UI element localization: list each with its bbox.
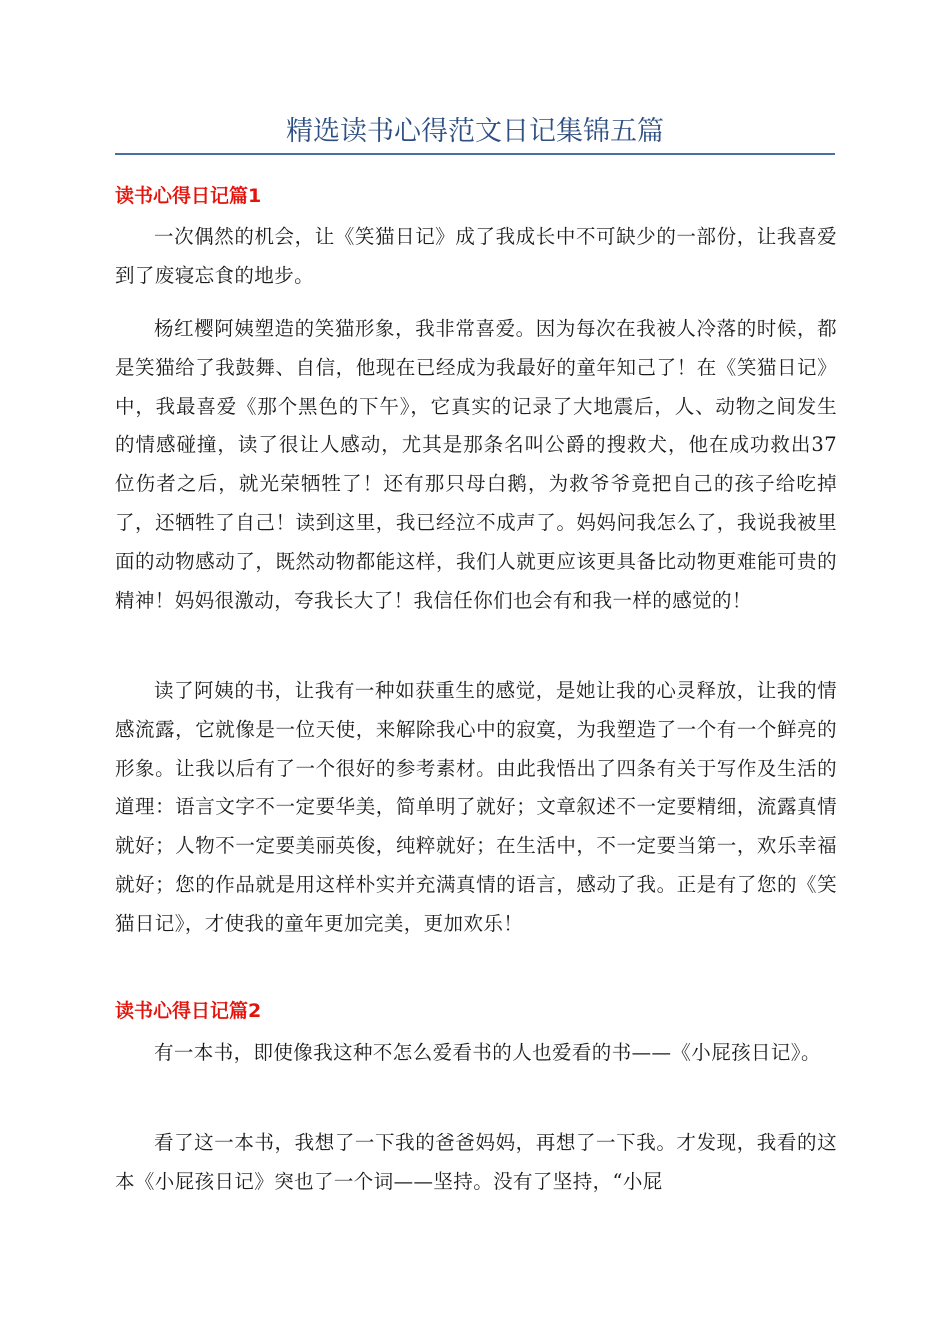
paragraph-1-1: 一次偶然的机会，让《笑猫日记》成了我成长中不可缺少的一部份，让我喜爱到了废寝忘食的地步。 [115,225,837,287]
section-heading-2: 读书心得日记篇2 [115,1000,262,1022]
title-underline [115,153,835,155]
paragraph-1-3: 读了阿姨的书，让我有一种如获重生的感觉，是她让我的心灵释放，让我的情感流露，它就像是一位天使，来解除我心中的寂寞，为我塑造了一个有一个鲜亮的形象。让我以后有了一个很好的参考素材。由此我悟出了四条有关于写作及生活的道理：语言文字不一定要华美，简单明了就好；文章叙述不一定要精细，流露真情就好；人物不一定要美丽英俊，纯粹就好；在生活中，不一定要当第一，欢乐幸福就好；您的作品就是用这样朴实并充满真情的语言，感动了我。正是有了您的《笑猫日记》，才使我的童年更加完美，更加欢乐！ [115,679,837,935]
section-heading-1: 读书心得日记篇1 [115,185,262,207]
paragraph-2-1: 有一本书，即使像我这种不怎么爱看书的人也爱看的书——《小屁孩日记》。 [154,1041,821,1064]
document-title: 精选读书心得范文日记集锦五篇 [286,116,664,147]
paragraph-1-2: 杨红樱阿姨塑造的笑猫形象，我非常喜爱。因为每次在我被人冷落的时候，都是笑猫给了我鼓舞、自信，他现在已经成为我最好的童年知己了！在《笑猫日记》中，我最喜爱《那个黑色的下午》，它真实的记录了大地震后，人、动物之间发生的情感碰撞，读了很让人感动，尤其是那条名叫公爵的搜救犬，他在成功救出37位伤者之后，就光荣牺牲了！还有那只母白鹅，为救爷爷竟把自己的孩子给吃掉了，还牺牲了自己！读到这里，我已经泣不成声了。妈妈问我怎么了，我说我被里面的动物感动了，既然动物都能这样，我们人就更应该更具备比动物更难能可贵的精神！妈妈很激动，夸我长大了！我信任你们也会有和我一样的感觉的！ [115,317,837,612]
paragraph-2-2: 看了这一本书，我想了一下我的爸爸妈妈，再想了一下我。才发现，我看的这本《小屁孩日记》突也了一个词——坚持。没有了坚持，“小屁 [115,1131,837,1193]
